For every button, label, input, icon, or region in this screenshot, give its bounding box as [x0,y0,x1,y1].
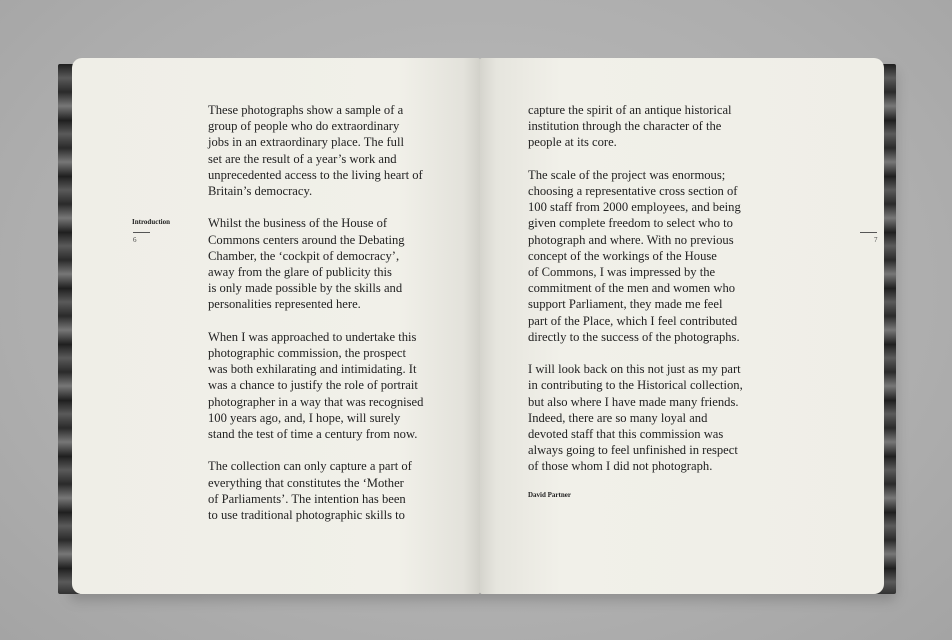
right-body-text [528,102,748,491]
open-book [58,58,896,596]
page-number-left: 6 [133,236,137,244]
paragraph: I will look back on this not just as my part in contributing to the Historical collection, but also where I have made many friends. Indeed, there are so many loyal and devoted staff that this commission was always going to feel unfinished in respect of those whom I did not photograph. [528,362,743,474]
paragraph: When I was approached to undertake this photographic commission, the prospect was both exhilarating and intimidating. It was a chance to justify the role of portrait photographer in a way that was recognised 100 years ago, and, I hope, will surely stand the test of time a century from now. [208,329,424,442]
paragraph: capture the spirit of an antique historical institution through the character of the people at its core. [528,103,732,150]
left-page [72,58,480,594]
paragraph: The scale of the project was enormous; choosing a representative cross section of 100 staff from 2000 employees, and being given complete freedom to select who to photograph and where. With no previous concept of the workings of the House of Commons, I was impressed by the commitment of the men and women who support Parliament, they made me feel part of the Place, which I feel contributed directly to the success of the photographs. [528,167,741,344]
page-marker-line [860,232,877,233]
section-label: Introduction [132,218,170,226]
left-body-text [208,102,428,539]
paragraph: Whilst the business of the House of Commons centers around the Debating Chamber, the ‘cockpit of democracy’, away from the glare of publicity this is only made possible by the skills and personalities represented here. [208,216,405,312]
paragraph: The collection can only capture a part of everything that constitutes the ‘Mother of Parliaments’. The intention has been to use traditional photographic skills to [208,459,412,523]
author-signature: David Partner [528,491,571,499]
page-number-right: 7 [874,236,878,244]
paragraph: These photographs show a sample of a group of people who do extraordinary jobs in an extraordinary place. The full set are the result of a year’s work and unprecedented access to the living heart of Britain’s democracy. [208,103,423,199]
page-marker-line [133,232,150,233]
right-page [480,58,884,594]
